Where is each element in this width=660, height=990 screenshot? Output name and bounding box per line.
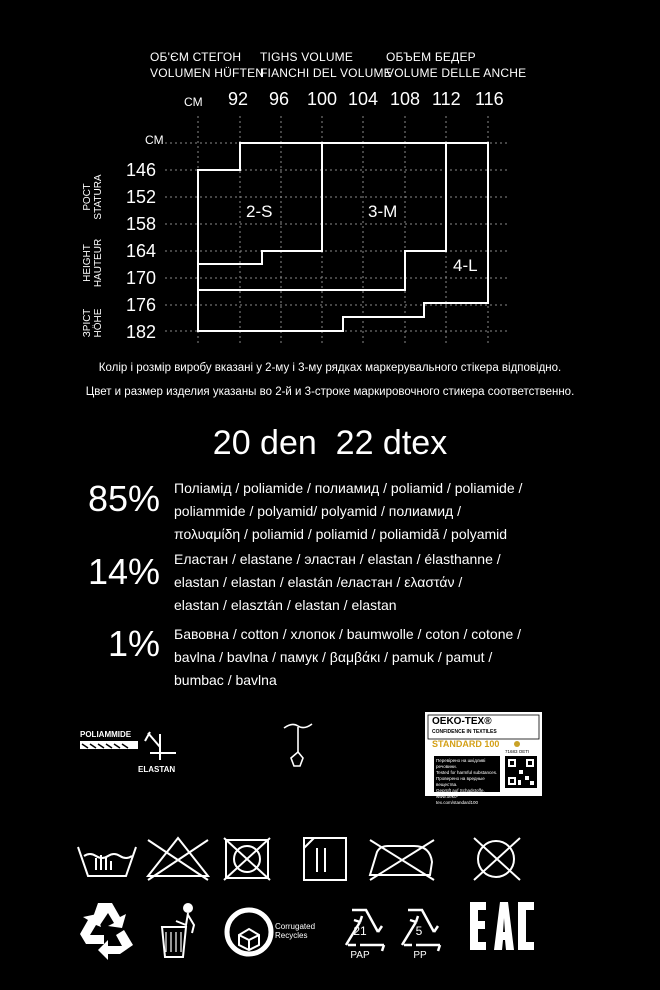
height-label-en-fr: HEIGHT HAUTEUR — [82, 238, 104, 288]
hip-value: 116 — [475, 89, 504, 109]
tights-icon — [284, 724, 312, 766]
size-label-2-s: 2-S — [246, 202, 273, 221]
pap-number: 21 — [353, 924, 367, 938]
hip-value: 100 — [307, 89, 338, 109]
height-value: 176 — [125, 295, 156, 315]
poliammide-label: POLIAMMIDE — [80, 730, 132, 739]
header-hips-ua-de: ОБ'ЄМ СТЕГОН VOLUMEN HÜFTEN — [150, 50, 265, 80]
composition-fibers: Еластан / elastane / эластан / elastan / élasthanne / elastan / elastan / elastán /еластан / ελαστάν / elastan / elasztán / elastan / elastan — [174, 551, 501, 613]
size-label-3-m: 3-M — [368, 202, 398, 221]
oeko-standard: STANDARD 100 — [432, 739, 500, 749]
height-value: 182 — [125, 322, 156, 342]
height-value: 164 — [125, 241, 156, 261]
eac-label — [0, 0, 1, 1]
composition-fibers: Поліамід / poliamide / полиамид / poliamid / poliamide / poliammide / polyamid/ polyamid / полиамид / πολυαμίδη / poliamid / poliamid / poliamidă / polyamid — [174, 480, 523, 542]
height-value: 158 — [125, 214, 156, 234]
hip-value: 104 — [348, 89, 379, 109]
no-bleach-icon-shape — [148, 838, 208, 880]
no-tumble-dry-icon-shape — [224, 838, 270, 880]
hip-value: 108 — [390, 89, 421, 109]
composition-percent: 14% — [87, 551, 160, 592]
header-hips-ru-fr: ОБЪЕМ БЕДЕР VOLUME DELLE ANCHE — [386, 50, 527, 80]
composition-fibers: Бавовна / cotton / хлопок / baumwolle / coton / cotone / bavlna / bavlna / памук / βαμβάκι / pamuk / pamut / bumbac / bavlna — [174, 626, 522, 688]
corrugated-label: Corrugated Recycles — [275, 922, 316, 940]
oeko-text: Перевірено на шкідливі речовини. Tested for harmful substances. Проверено на вредные вещества. Geprüft auf Schadstoffe. www.oeko-tex.com/standard100 — [436, 758, 498, 805]
hip-value: 96 — [269, 89, 290, 109]
pp-label: PP — [413, 950, 427, 961]
composition-percent: 85% — [87, 478, 160, 519]
hip-value: 112 — [432, 89, 461, 109]
oeko-sub: CONFIDENCE IN TEXTILES — [432, 729, 497, 735]
hip-value: 92 — [228, 89, 249, 109]
size-label-4-l: 4-L — [453, 256, 478, 275]
pp-number: 5 — [415, 924, 423, 938]
composition-percent: 1% — [107, 623, 160, 664]
note-ru: Цвет и размер изделия указаны во 2-й и 3-строке маркировочного стикера соответственно. — [85, 386, 575, 398]
tidyman-icon-shape — [162, 904, 194, 957]
no-dry-clean-icon-shape — [474, 838, 520, 880]
corrugated-recycles-icon-shape — [227, 910, 271, 954]
hips-unit: CM — [184, 95, 203, 109]
height-value: 170 — [125, 268, 156, 288]
note-ua: Колір і розмір виробу вказані у 2-му і 3-му рядках маркерувального стікера відповідно. — [98, 362, 562, 374]
header-hips-en-it: TIGHS VOLUME FIANCHI DEL VOLUME — [260, 50, 392, 80]
hand-wash-icon-shape — [78, 847, 136, 876]
oeko-code: 71683 OETI — [505, 749, 530, 754]
no-iron-icon-shape — [370, 840, 434, 880]
recycle-icon-shape — [80, 903, 133, 960]
height-value: 152 — [125, 187, 156, 207]
density-title: 20 den 22 dtex — [212, 424, 448, 462]
height-value: 146 — [125, 160, 156, 180]
line-dry-icon-shape — [304, 838, 346, 880]
height-label-ua-de: ЗРІСТ HÖHE — [82, 308, 104, 338]
pap-label: PAP — [350, 950, 370, 961]
height-unit: CM — [145, 133, 164, 147]
oeko-title: OEKO-TEX® — [432, 716, 492, 727]
elastan-label: ELASTAN — [138, 765, 176, 774]
eac-mark-icon-shape — [470, 902, 534, 950]
height-label-ru-it: РОСТ STATURA — [82, 174, 104, 220]
